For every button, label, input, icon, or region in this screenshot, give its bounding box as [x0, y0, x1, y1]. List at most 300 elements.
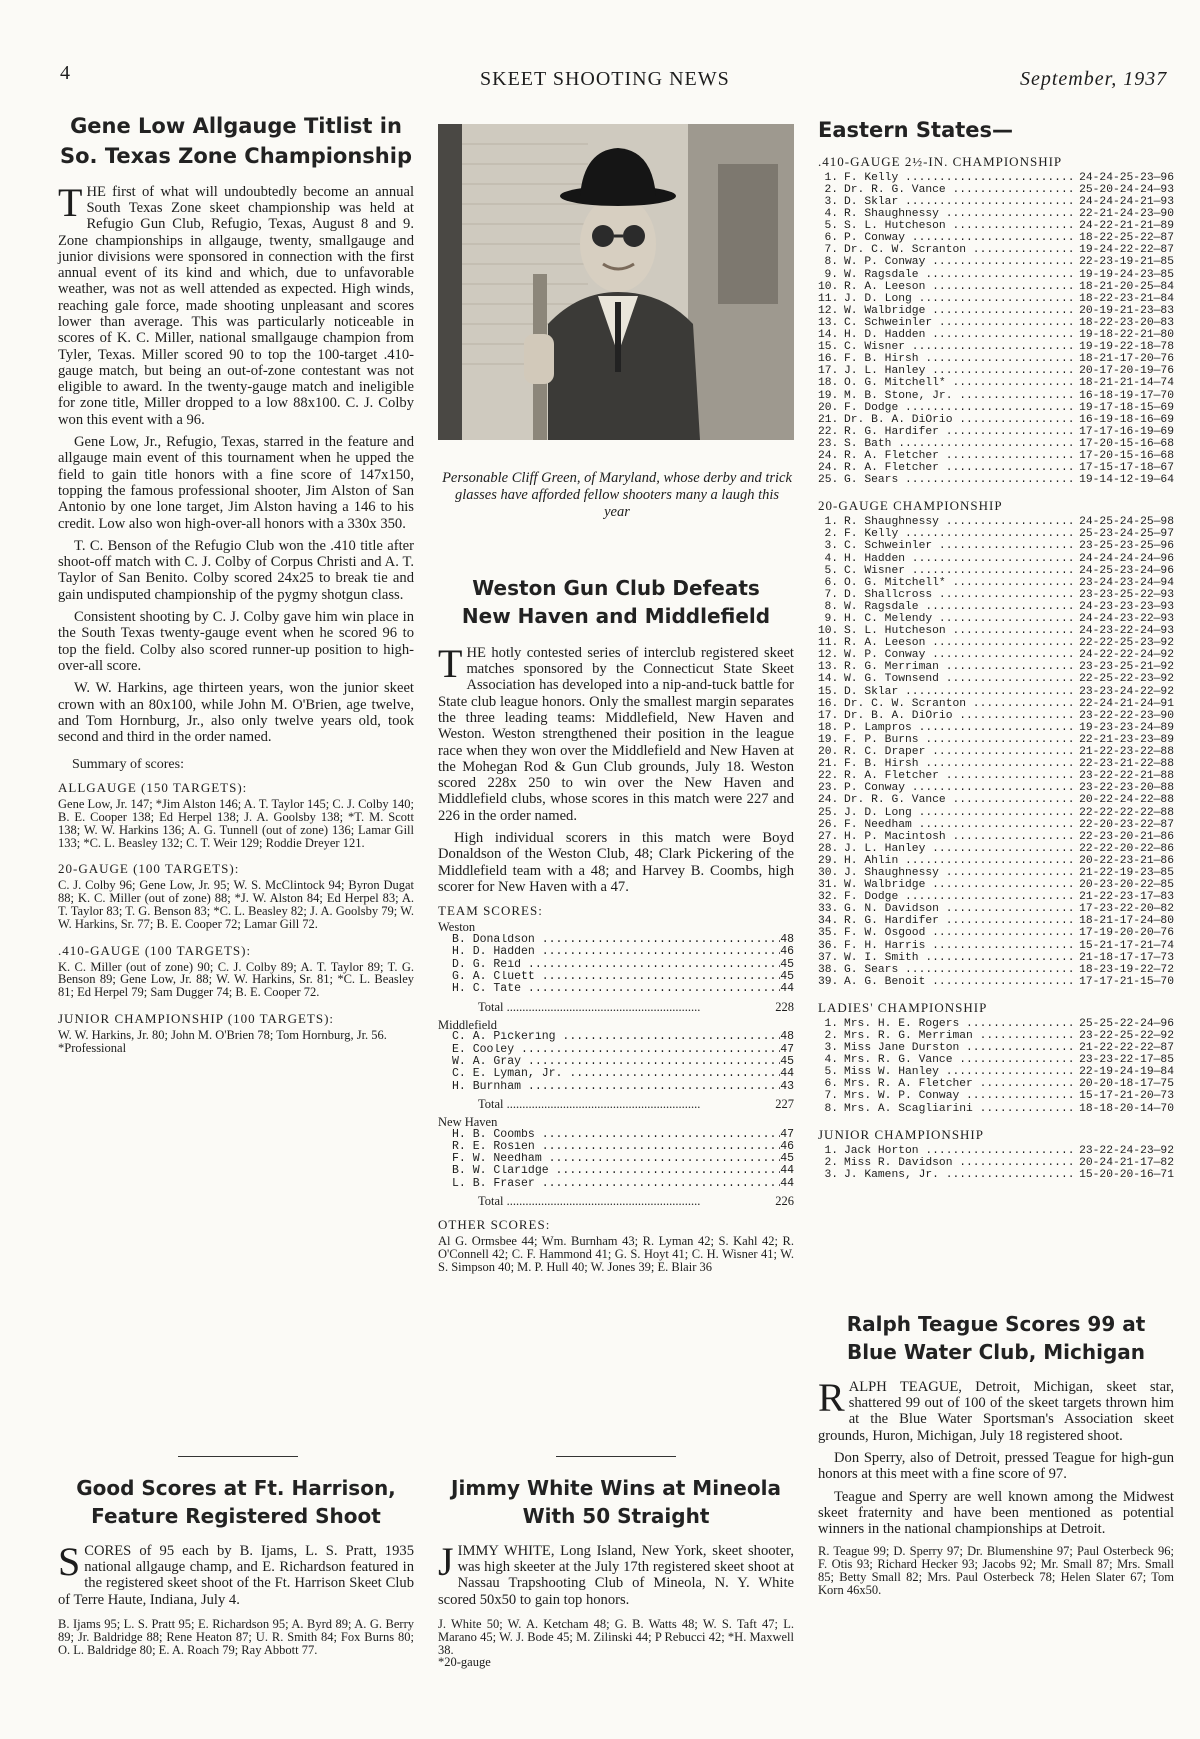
shooter-name: W. G. Townsend .....	[844, 673, 1077, 685]
place-number: 7.	[824, 1090, 838, 1103]
shooter-name: W. Ragsdale .....	[844, 601, 1077, 613]
score-line: 22-19-24-19—84	[1079, 1066, 1174, 1079]
shooter-name: F. Kelly .....	[844, 528, 1077, 540]
result-row	[818, 807, 1174, 819]
other-scores-heading: OTHER SCORES:	[438, 1217, 551, 1233]
publication-title: SKEET SHOOTING NEWS	[480, 68, 730, 90]
score-line: 21-22-23-17—83	[1079, 891, 1174, 904]
shooter-name: W. I. Smith .....	[844, 952, 1077, 964]
place-number: 3.	[824, 196, 838, 208]
team-member-row	[438, 1031, 794, 1043]
shooter-name: G. N. Davidson .....	[844, 903, 1077, 915]
headline-line-1: Good Scores at Ft. Harrison,	[76, 1476, 396, 1500]
championship-heading: .410-GAUGE 2½-IN. CHAMPIONSHIP	[818, 153, 1063, 169]
score-line: 24-25-23-24—96	[1079, 564, 1174, 577]
score-line: 17-20-15-16—68	[1079, 449, 1174, 462]
score-line: 20-23-20-22—85	[1079, 879, 1174, 892]
junior-heading: JUNIOR CHAMPIONSHIP (100 TARGETS):	[58, 1010, 335, 1026]
paragraph-text: HE first of what will undoubtedly become an annual South Texas Zone skeet championship was held at Refugio Gun Club, Refugio, Texas, August 8 and 9. Zone championships in allgauge, twenty, smallgauge and junior divisions were sponsored in connection with the first annual event of its kind and which, due to unfavorable weather, was not as well attended as expected. High winds, reaching gale force, made shooting unpleasant and scores lower than average. This was particularly noticeable in scores of K. C. Miller, national smallgauge champion from Tyler, Texas. Miller scored 90 to top the 100-target .410-gauge match, but being an out-of-zone contestant was not eligible to award. In the twenty-gauge match and ineligible for zone title, Miller dropped to a low 88x100. C. J. Colby won this event with a 96.	[58, 183, 414, 428]
paragraph: Teague and Sperry are well known among the Midwest skeet fraternity and have been mentioned as potential winners in the national championships at Detroit.	[818, 1488, 1174, 1538]
member-name: F. W. Needham .....	[452, 1153, 780, 1165]
member-score: 44	[780, 1067, 794, 1081]
place-number: 2.	[824, 183, 838, 196]
score-line: 17-20-15-16—68	[1079, 437, 1174, 450]
team-member-row	[438, 1081, 794, 1093]
score-line: 17-23-22-20—82	[1079, 903, 1174, 916]
headline-line-1: Ralph Teague Scores 99 at	[846, 1312, 1146, 1336]
member-score: 45	[780, 1152, 794, 1166]
shooter-name: Dr. R. G. Vance .....	[844, 184, 1077, 196]
paragraph-text: ALPH TEAGUE, Detroit, Michigan, skeet star, shattered 99 out of 100 of the skeet targets thrown him at the Blue Water Sportsman's Association skeet grounds, Huron, Michigan, July 18 registered shoot.	[818, 1378, 1174, 1444]
headline	[438, 1474, 794, 1531]
score-line: 22-22-25-23—92	[1079, 637, 1174, 650]
member-score: 46	[780, 1139, 794, 1153]
member-name: B. W. Claridge .....	[452, 1165, 780, 1177]
result-row	[818, 256, 1174, 268]
result-row	[818, 1169, 1174, 1181]
paragraph: Gene Low, Jr., Refugio, Texas, starred in the feature and allgauge main event of this tournament when he upped the field to gain title honors with a fine score of 147x150, topping the famous professional shooter, Jim Alston of San Antonio by one lone target, Jim Alston having a 146 to his credit. Low also won high-over-all honors with a 330x 350.	[58, 434, 414, 532]
shooter-name: Dr. B. A. DiOrio .....	[844, 414, 1077, 426]
result-row	[818, 402, 1174, 414]
shooter-name: O. G. Mitchell* .....	[844, 577, 1077, 589]
junior-scores: W. W. Harkins, Jr. 80; John M. O'Brien 78; Tom Hornburg, Jr. 56.	[58, 1027, 387, 1042]
drop-cap: T	[58, 179, 83, 225]
result-row	[818, 964, 1174, 976]
place-number: 23.	[818, 782, 839, 795]
team-member-row	[438, 983, 794, 995]
total-label: Total .....	[478, 1097, 775, 1112]
result-row	[818, 686, 1174, 698]
place-number: 14.	[818, 673, 839, 686]
total-value: 226	[775, 1194, 794, 1209]
score-line: 17-17-16-19—69	[1079, 425, 1174, 438]
shooter-name: S. L. Hutcheson .....	[844, 220, 1077, 232]
score-line: 24-23-22-24—93	[1079, 625, 1174, 638]
place-number: 24.	[818, 794, 839, 807]
shooter-name: Dr. C. W. Scranton .....	[844, 244, 1077, 256]
result-row	[818, 976, 1174, 988]
paragraph-text: CORES of 95 each by B. Ijams, L. S. Pratt, 1935 national allgauge champ, and E. Richardson featured in the registered skeet shoot of the Ft. Harrison Skeet Club of Terre Haute, Indiana, July 4.	[58, 1542, 414, 1608]
team-member-row	[438, 1044, 794, 1056]
team-member-row	[438, 946, 794, 958]
result-row	[818, 770, 1174, 782]
score-line: 24-23-23-23—93	[1079, 600, 1174, 613]
result-row	[818, 172, 1174, 184]
shooter-name: D. Sklar .....	[844, 196, 1077, 208]
paragraph	[438, 1538, 794, 1608]
result-row	[818, 329, 1174, 341]
result-row	[818, 1078, 1174, 1090]
score-line: 20-19-21-23—83	[1079, 304, 1174, 317]
score-line: 16-18-19-17—70	[1079, 389, 1174, 402]
headline-line-1: Jimmy White Wins at Mineola	[451, 1476, 781, 1500]
summary-label: Summary of scores:	[72, 757, 184, 773]
member-name: C. A. Pickering .....	[452, 1031, 780, 1043]
result-row	[818, 317, 1174, 329]
score-line: 22-24-21-24—91	[1079, 697, 1174, 710]
result-row	[818, 1042, 1174, 1054]
result-row	[818, 589, 1174, 601]
shooter-name: A. G. Benoit .....	[844, 976, 1077, 988]
shooter-name: Dr. C. W. Scranton .....	[844, 698, 1077, 710]
result-row	[818, 516, 1174, 528]
place-number: 4.	[824, 208, 838, 221]
article-body	[818, 1374, 1174, 1538]
paragraph	[58, 179, 414, 428]
score-line: 21-22-22-22—87	[1079, 1042, 1174, 1055]
place-number: 5.	[824, 564, 838, 577]
score-line: 18-18-20-14—70	[1079, 1102, 1174, 1115]
score-line: 22-25-22-23—92	[1079, 673, 1174, 686]
headline: Eastern States—	[818, 118, 1014, 142]
score-line: 24-24-25-23—96	[1079, 171, 1174, 184]
score-line: 18-21-21-14—74	[1079, 377, 1174, 390]
drop-cap: R	[818, 1374, 845, 1420]
paragraph: High individual scorers in this match were Boyd Donaldson of the Weston Club, 48; Clark Pickering of the Middlefield team with a 48; and Harvey B. Coombs, high scorer for New Haven with a 47.	[438, 830, 794, 895]
team-scores-heading: TEAM SCORES:	[438, 903, 543, 919]
result-row	[818, 426, 1174, 438]
paragraph	[58, 1538, 414, 1608]
score-line: 17-19-20-20—76	[1079, 927, 1174, 940]
paragraph: T. C. Benson of the Refugio Club won the .410 title after shoot-off match with C. J. Colby of Corpus Christi and A. T. Taylor of San Benito. Colby scored 24x25 to break tie and gain undisputed championship of the pygmy shotgun class.	[58, 537, 414, 603]
score-line: 18-21-17-24—80	[1079, 915, 1174, 928]
article-weston	[438, 574, 794, 1273]
score-line: 22-23-20-21—86	[1079, 830, 1174, 843]
result-row	[818, 414, 1174, 426]
photo-caption: Personable Cliff Green, of Maryland, whose derby and trick glasses have afforded fellow shooters many a laugh this year	[442, 470, 792, 520]
result-row	[818, 952, 1174, 964]
shooter-name: Dr. B. A. DiOrio .....	[844, 710, 1077, 722]
result-row	[818, 927, 1174, 939]
score-line: 22-20-23-22—87	[1079, 818, 1174, 831]
score-line: 19-23-23-24—89	[1079, 721, 1174, 734]
article-gene-low	[58, 112, 414, 1055]
score-line: 19-17-18-15—69	[1079, 401, 1174, 414]
shooter-name: P. Conway .....	[844, 232, 1077, 244]
score-line: 24-24-24-24—96	[1079, 552, 1174, 565]
result-row	[818, 474, 1174, 486]
result-row	[818, 879, 1174, 891]
place-number: 3.	[824, 1168, 838, 1181]
other-scores: Al G. Ormsbee 44; Wm. Burnham 43; R. Lyman 42; S. Kahl 42; R. O'Connell 42; C. F. Hammond 41; G. S. Hoyt 41; C. H. Wisner 41; W. S. Simpson 40; M. P. Hull 40; W. Jones 39; E. Blair 36	[438, 1234, 794, 1274]
result-row	[818, 377, 1174, 389]
score-line: 25-23-24-25—97	[1079, 528, 1174, 541]
place-number: 5.	[824, 1066, 838, 1079]
place-number: 23.	[818, 437, 839, 450]
drop-cap: J	[438, 1538, 454, 1584]
paragraph	[818, 1374, 1174, 1444]
place-number: 21.	[818, 413, 839, 426]
result-row	[818, 637, 1174, 649]
place-number: 11.	[818, 637, 839, 650]
shooter-name: C. Schweinler .....	[844, 540, 1077, 552]
shooter-name: W. Walbridge .....	[844, 305, 1077, 317]
shooter-name: R. A. Leeson .....	[844, 637, 1077, 649]
result-row	[818, 794, 1174, 806]
score-line: 17-17-21-15—70	[1079, 975, 1174, 988]
score-line: 22-22-22-22—88	[1079, 806, 1174, 819]
score-line: 22-22-20-22—86	[1079, 842, 1174, 855]
shooter-name: F. H. Harris .....	[844, 940, 1077, 952]
result-row	[818, 1030, 1174, 1042]
shooter-name: M. B. Stone, Jr. .....	[844, 390, 1077, 402]
place-number: 13.	[818, 316, 839, 329]
total-label: Total .....	[478, 1194, 775, 1209]
result-row	[818, 528, 1174, 540]
score-line: 23-23-24-22—92	[1079, 685, 1174, 698]
paragraph	[438, 640, 794, 824]
shooter-name: J. L. Hanley .....	[844, 365, 1077, 377]
shooter-name: F. B. Hirsh .....	[844, 758, 1077, 770]
member-score: 43	[780, 1079, 794, 1093]
place-number: 12.	[818, 304, 839, 317]
shooter-name: R. Shaughnessy .....	[844, 516, 1077, 528]
shooter-name: G. Sears .....	[844, 474, 1077, 486]
place-number: 24.	[818, 462, 839, 475]
score-line: 17-15-17-18—67	[1079, 462, 1174, 475]
place-number: 20.	[818, 746, 839, 759]
place-number: 29.	[818, 854, 839, 867]
headline-line-1: Weston Gun Club Defeats	[472, 576, 760, 600]
team-member-row	[438, 959, 794, 971]
member-score: 47	[780, 1042, 794, 1056]
team-name: Weston	[438, 920, 476, 935]
member-score: 44	[780, 982, 794, 996]
place-number: 15.	[818, 341, 839, 354]
result-row	[818, 462, 1174, 474]
place-number: 2.	[824, 1156, 838, 1169]
shooter-name: G. Sears .....	[844, 964, 1077, 976]
team-member-row	[438, 1153, 794, 1165]
result-row	[818, 661, 1174, 673]
shooter-name: Mrs. A. Scagliarini .....	[844, 1103, 1077, 1115]
headline-line-2: So. Texas Zone Championship	[59, 143, 412, 168]
shooter-name: R. G. Hardifer .....	[844, 915, 1077, 927]
shooter-name: D. Shallcross .....	[844, 589, 1077, 601]
place-number: 16.	[818, 353, 839, 366]
team-member-row	[438, 934, 794, 946]
result-row	[818, 269, 1174, 281]
place-number: 1.	[824, 1144, 838, 1157]
issue-date: September, 1937	[1020, 68, 1168, 90]
score-line: 19-19-22-18—78	[1079, 341, 1174, 354]
championship-results	[818, 154, 1174, 1181]
shooter-name: R. A. Leeson .....	[844, 281, 1077, 293]
score-line: 20-22-23-21—86	[1079, 854, 1174, 867]
place-number: 18.	[818, 377, 839, 390]
headline	[58, 1474, 414, 1531]
result-row	[818, 601, 1174, 613]
place-number: 25.	[818, 474, 839, 487]
shooter-name: J. D. Long .....	[844, 293, 1077, 305]
result-row	[818, 281, 1174, 293]
result-row	[818, 577, 1174, 589]
article-body	[58, 1538, 414, 1608]
result-row	[818, 1090, 1174, 1102]
shooter-name: Miss W. Hanley .....	[844, 1066, 1077, 1078]
drop-cap: T	[438, 640, 463, 686]
result-row	[818, 220, 1174, 232]
place-number: 19.	[818, 389, 839, 402]
result-row	[818, 855, 1174, 867]
team-total-row	[438, 1000, 794, 1015]
place-number: 26.	[818, 818, 839, 831]
score-line: 19-18-22-21—80	[1079, 329, 1174, 342]
shooter-name: Mrs. R. G. Merriman .....	[844, 1030, 1077, 1042]
divider	[178, 1456, 298, 1457]
championship-heading: JUNIOR CHAMPIONSHIP	[818, 1126, 984, 1142]
scores-list: J. White 50; W. A. Ketcham 48; G. B. Watts 48; W. S. Taft 47; L. Marano 45; W. J. Bode 45; M. Zilinski 44; P Rebucci 42; *H. Maxwell 38.	[438, 1616, 794, 1657]
team-name: New Haven	[438, 1114, 498, 1129]
shooter-name: P. Lampros .....	[844, 722, 1077, 734]
member-name: G. A. Cluett .....	[452, 971, 780, 983]
result-row	[818, 1103, 1174, 1115]
score-line: 24-24-23-22—93	[1079, 613, 1174, 625]
team-member-row	[438, 1178, 794, 1190]
paragraph-text: IMMY WHITE, Long Island, New York, skeet shooter, was high skeeter at the July 17th registered skeet shoot at Nassau Trapshooting Club of Mineola, N. Y. White scored 50x50 to gain top honors.	[438, 1542, 794, 1608]
total-value: 228	[775, 999, 794, 1014]
place-number: 8.	[824, 600, 838, 613]
member-name: H. C. Tate .....	[452, 983, 780, 995]
article-jimmy-white	[438, 1474, 794, 1669]
shooter-name: S. L. Hutcheson .....	[844, 625, 1077, 637]
result-row	[818, 891, 1174, 903]
member-name: L. B. Fraser .....	[452, 1178, 780, 1190]
member-name: H. Burnham .....	[452, 1081, 780, 1093]
team-total-row	[438, 1097, 794, 1112]
score-line: 20-17-20-19—76	[1079, 365, 1174, 378]
total-label: Total .....	[478, 1000, 775, 1015]
shooter-name: F. Dodge .....	[844, 891, 1077, 903]
place-number: 31.	[818, 879, 839, 892]
result-row	[818, 940, 1174, 952]
shooter-name: W. Walbridge .....	[844, 879, 1077, 891]
result-row	[818, 1066, 1174, 1078]
place-number: 14.	[818, 329, 839, 342]
place-number: 6.	[824, 1078, 838, 1091]
member-name: D. G. Reid .....	[452, 959, 780, 971]
score-line: 22-23-21-22—88	[1079, 758, 1174, 771]
place-number: 1.	[824, 1017, 838, 1030]
score-line: 19-24-22-22—87	[1079, 244, 1174, 257]
score-line: 22-21-24-23—90	[1079, 208, 1174, 221]
result-row	[818, 831, 1174, 843]
team-member-row	[438, 1165, 794, 1177]
shooter-name: F. B. Hirsh .....	[844, 353, 1077, 365]
twenty-gauge-scores: C. J. Colby 96; Gene Low, Jr. 95; W. S. McClintock 94; Byron Dugat 88; K. C. Miller (out of zone) 88; *J. W. Alston 84; Ed Herpel 83; A. T. Taylor 83; T. G. Benson 83; *C. L. Beasley 82; J. A. Goolsby 79; W. W. Harkins, Sr. 77; B. E. Cooper 72; Lamar Gill 72.	[58, 878, 414, 931]
headline-line-1: Gene Low Allgauge Titlist in	[70, 114, 402, 138]
member-name: H. D. Hadden .....	[452, 946, 780, 958]
shooter-name: J. L. Hanley .....	[844, 843, 1077, 855]
place-number: 20.	[818, 401, 839, 414]
score-line: 18-22-23-21—84	[1079, 292, 1174, 305]
drop-cap: S	[58, 1538, 81, 1584]
shooter-name: R. A. Fletcher .....	[844, 462, 1077, 474]
place-number: 1.	[824, 171, 838, 184]
result-row	[818, 915, 1174, 927]
member-score: 45	[780, 957, 794, 971]
result-row	[818, 184, 1174, 196]
place-number: 39.	[818, 975, 839, 988]
team-scores-table	[438, 921, 794, 1209]
410-gauge-scores: K. C. Miller (out of zone) 90; C. J. Colby 89; A. T. Taylor 89; T. G. Benson 89; Gene Low, Jr. 88; W. W. Harkins, Sr. 81; *C. L. Beasley 81; Ed Herpel 79; Sam Dugger 74; B. E. Cooper 72.	[58, 959, 414, 1000]
member-score: 48	[780, 933, 794, 947]
divider	[556, 1456, 676, 1457]
score-line: 20-24-21-17—82	[1079, 1156, 1174, 1169]
shooter-name: Jack Horton .....	[844, 1145, 1077, 1157]
place-number: 9.	[824, 613, 838, 625]
place-number: 18.	[818, 721, 839, 734]
result-row	[818, 758, 1174, 770]
place-number: 17.	[818, 709, 839, 722]
result-row	[818, 698, 1174, 710]
result-row	[818, 232, 1174, 244]
place-number: 28.	[818, 842, 839, 855]
result-row	[818, 1054, 1174, 1066]
score-line: 18-23-19-22—72	[1079, 963, 1174, 976]
410-gauge-heading: .410-GAUGE (100 TARGETS):	[58, 942, 252, 958]
member-name: H. B. Coombs .....	[452, 1129, 780, 1141]
photo-cliff-green	[438, 124, 794, 440]
score-line: 22-23-19-21—85	[1079, 256, 1174, 269]
result-row	[818, 903, 1174, 915]
shooter-name: P. Conway .....	[844, 782, 1077, 794]
shooter-name: Mrs. H. E. Rogers .....	[844, 1018, 1077, 1030]
score-line: 24-25-24-25—98	[1079, 516, 1174, 529]
footnote: *20-gauge	[438, 1655, 491, 1670]
member-name: W. A. Gray .....	[452, 1056, 780, 1068]
team-member-row	[438, 1129, 794, 1141]
footnote: *Professional	[58, 1040, 127, 1055]
place-number: 4.	[824, 552, 838, 565]
result-row	[818, 673, 1174, 685]
result-row	[818, 613, 1174, 625]
score-line: 15-17-21-20—73	[1079, 1090, 1174, 1103]
page-number: 4	[60, 62, 71, 84]
result-row	[818, 341, 1174, 353]
paragraph: Consistent shooting by C. J. Colby gave him win place in the South Texas twenty-gauge event when he scored 96 to top the field. Colby also scored runner-up position to high-over-all score.	[58, 609, 414, 674]
shooter-name: Mrs. W. P. Conway .....	[844, 1090, 1077, 1102]
result-row	[818, 625, 1174, 637]
result-row	[818, 722, 1174, 734]
headline-line-2: New Haven and Middlefield	[461, 604, 771, 629]
total-value: 227	[775, 1096, 794, 1111]
score-line: 25-20-24-24—93	[1079, 183, 1174, 196]
result-row	[818, 305, 1174, 317]
shooter-name: Miss R. Davidson .....	[844, 1157, 1077, 1169]
shooter-name: H. Ahlin .....	[844, 855, 1077, 867]
championship-heading: LADIES' CHAMPIONSHIP	[818, 999, 988, 1015]
headline-line-2: With 50 Straight	[522, 1504, 710, 1529]
place-number: 7.	[824, 244, 838, 257]
shooter-name: S. Bath .....	[844, 438, 1077, 450]
result-row	[818, 450, 1174, 462]
member-name: E. Cooley .....	[452, 1044, 780, 1056]
member-score: 45	[780, 969, 794, 983]
headline-line-2: Feature Registered Shoot	[91, 1504, 381, 1529]
result-row	[818, 1018, 1174, 1030]
score-line: 23-25-23-25—96	[1079, 540, 1174, 553]
twenty-gauge-heading: 20-GAUGE (100 TARGETS):	[58, 861, 240, 877]
score-line: 18-22-25-22—87	[1079, 232, 1174, 245]
score-line: 23-22-23-20—88	[1079, 782, 1174, 795]
shooter-name: J. Kamens, Jr. .....	[844, 1169, 1077, 1181]
paragraph-text: HE hotly contested series of interclub registered skeet matches sponsored by the Connecticut State Skeet Association has developed into a nip-and-tuck battle for State club league honors. Only the smallest margin separates the three leading teams: Middlefield, New Haven and Weston. Weston strengthened their position in the league race when they won over the Middlefield and New Haven at the Mohegan Rod & Gun Club grounds, July 18. Weston scored 228x 250 to win over the New Haven and Middlefield clubs, whose scores in this match were 227 and 226 in the order named.	[438, 644, 794, 824]
place-number: 27.	[818, 830, 839, 843]
score-line: 23-22-22-21—88	[1079, 770, 1174, 783]
result-row	[818, 208, 1174, 220]
score-line: 15-21-17-21—74	[1079, 939, 1174, 952]
